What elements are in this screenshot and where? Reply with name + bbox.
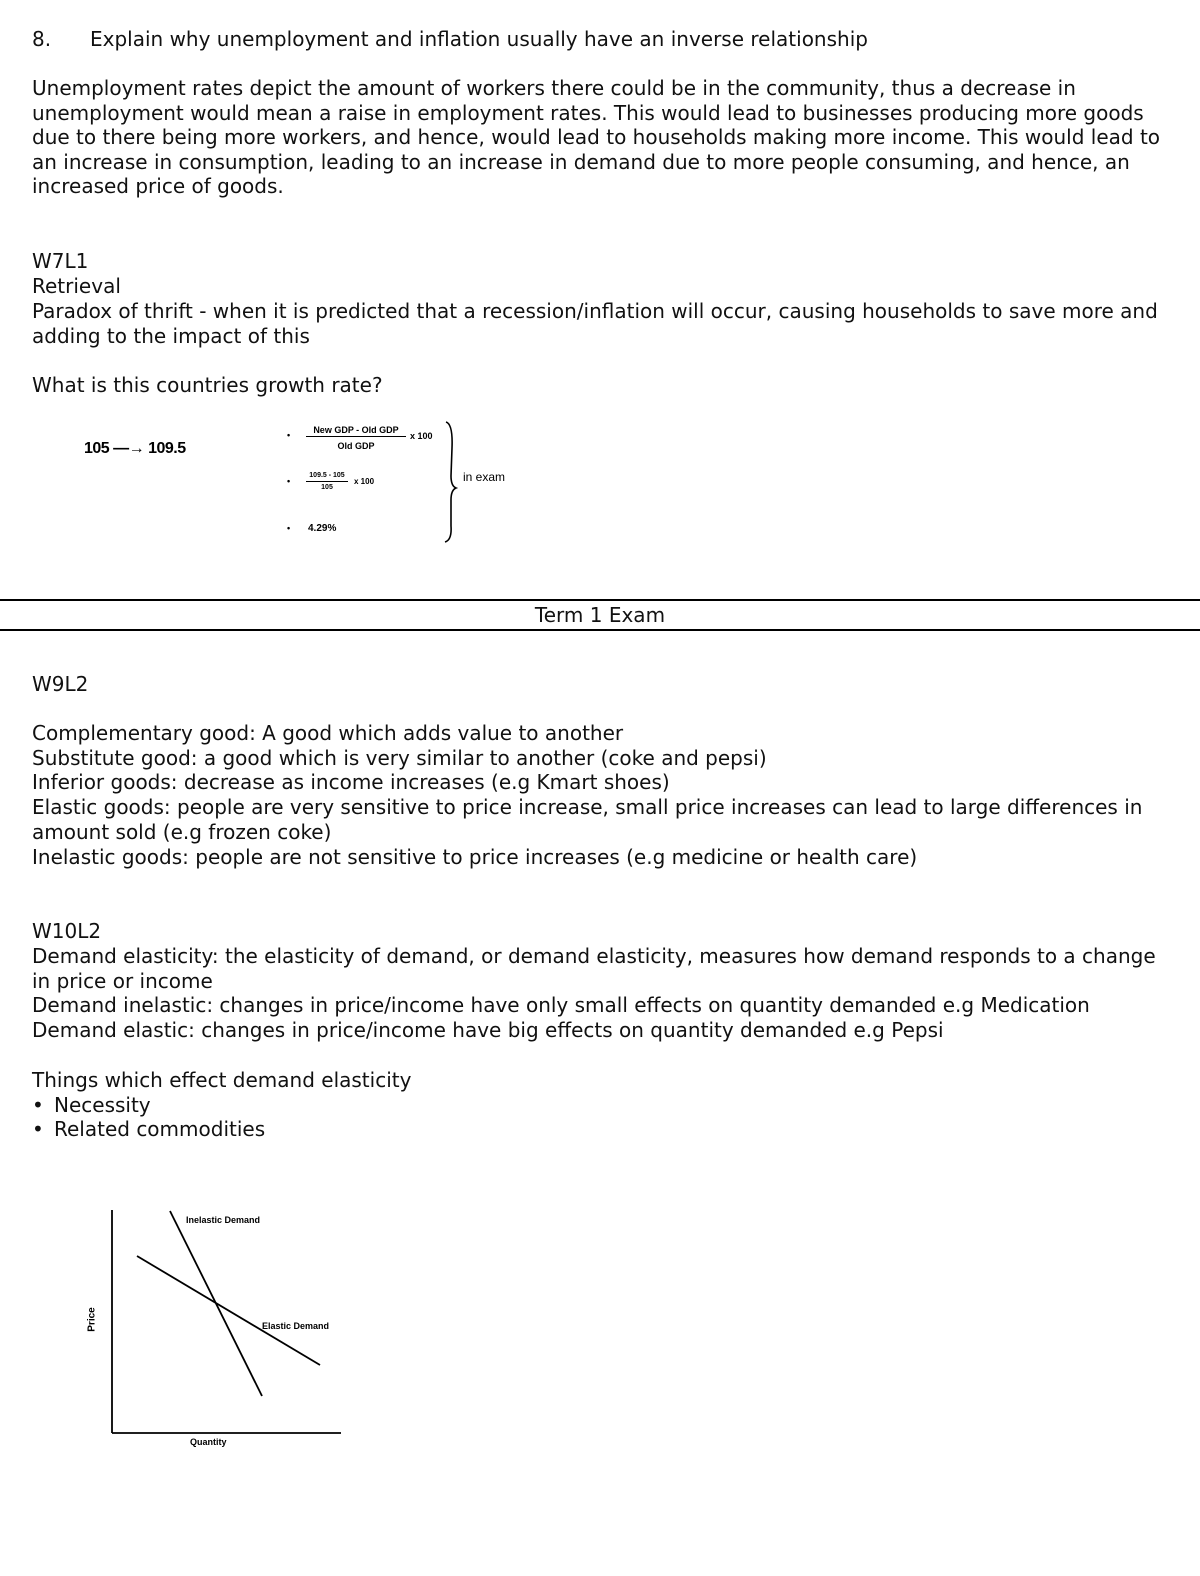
- demand-elastic-def: Demand elastic: changes in price/income have big effects on quantity demanded e.g Pepsi: [32, 1018, 944, 1042]
- effects-title: Things which effect demand elasticity: [32, 1068, 412, 1092]
- term-divider-title: Term 1 Exam: [534, 603, 666, 627]
- quantity-axis-label: Quantity: [190, 1437, 227, 1447]
- bullet-dot: •: [32, 1093, 44, 1117]
- w7l1-subheading: Retrieval: [32, 274, 121, 298]
- q8-number: 8.: [32, 27, 52, 51]
- step2-numerator: 109.5 - 105: [306, 471, 348, 482]
- demand-inelastic-def: Demand inelastic: changes in price/income have only small effects on quantity demanded e.g Medication: [32, 993, 1090, 1017]
- formula-bullet: •: [287, 430, 291, 440]
- q8-answer: Unemployment rates depict the amount of workers there could be in the community, thus a decrease in unemployment would mean a raise in employment rates. This would lead to businesses producing more goods due to there being more workers, and hence, would lead to households making more income. This would lead to an increase in consumption, leading to an increase in demand due to more people consuming, and hence, an increased price of goods.: [32, 76, 1161, 199]
- result-bullet: •: [287, 523, 291, 533]
- w9l2-heading: W9L2: [32, 672, 89, 696]
- gdp-from-to: 105 —→ 109.5: [84, 440, 186, 457]
- step2-bullet: •: [287, 476, 291, 486]
- inelastic-demand-label: Inelastic Demand: [186, 1215, 261, 1225]
- elastic-goods: Elastic goods: people are very sensitive to price increase, small price increases can lead to large differences in amount sold (e.g frozen coke): [32, 795, 1143, 844]
- in-exam-note: in exam: [463, 470, 506, 484]
- step2-denominator: 105: [321, 484, 333, 491]
- complementary-good: Complementary good: A good which adds value to another: [32, 721, 624, 745]
- demand-elasticity-def: Demand elasticity: the elasticity of demand, or demand elasticity, measures how demand responds to a change in price or income: [32, 944, 1156, 993]
- price-axis-label: Price: [86, 1307, 98, 1332]
- growth-result: 4.29%: [308, 523, 337, 534]
- inferior-goods: Inferior goods: decrease as income increases (e.g Kmart shoes): [32, 770, 670, 794]
- inelastic-goods: Inelastic goods: people are not sensitive to price increases (e.g medicine or health care): [32, 845, 918, 869]
- formula-denominator: Old GDP: [337, 441, 375, 451]
- growth-rate-question: What is this countries growth rate?: [32, 373, 383, 397]
- w7l1-heading: W7L1: [32, 249, 89, 273]
- graph-lines: [0, 0, 400, 1500]
- elastic-demand-line: [137, 1256, 320, 1365]
- bullet-related-commodities-text: Related commodities: [54, 1117, 266, 1141]
- bullet-necessity-text: Necessity: [54, 1093, 151, 1117]
- formula-times: x 100: [410, 431, 433, 441]
- substitute-good: Substitute good: a good which is very similar to another (coke and pepsi): [32, 746, 767, 770]
- w10l2-heading: W10L2: [32, 919, 102, 943]
- elastic-demand-label: Elastic Demand: [262, 1321, 330, 1331]
- bullet-dot: •: [32, 1117, 44, 1141]
- paradox-of-thrift: Paradox of thrift - when it is predicted that a recession/inflation will occur, causing households to save more and adding to the impact of this: [32, 299, 1158, 348]
- q8-question-text: Explain why unemployment and inflation usually have an inverse relationship: [90, 27, 868, 51]
- curly-brace: [440, 418, 460, 546]
- step2-times: x 100: [354, 477, 375, 486]
- formula-numerator: New GDP - Old GDP: [306, 424, 406, 437]
